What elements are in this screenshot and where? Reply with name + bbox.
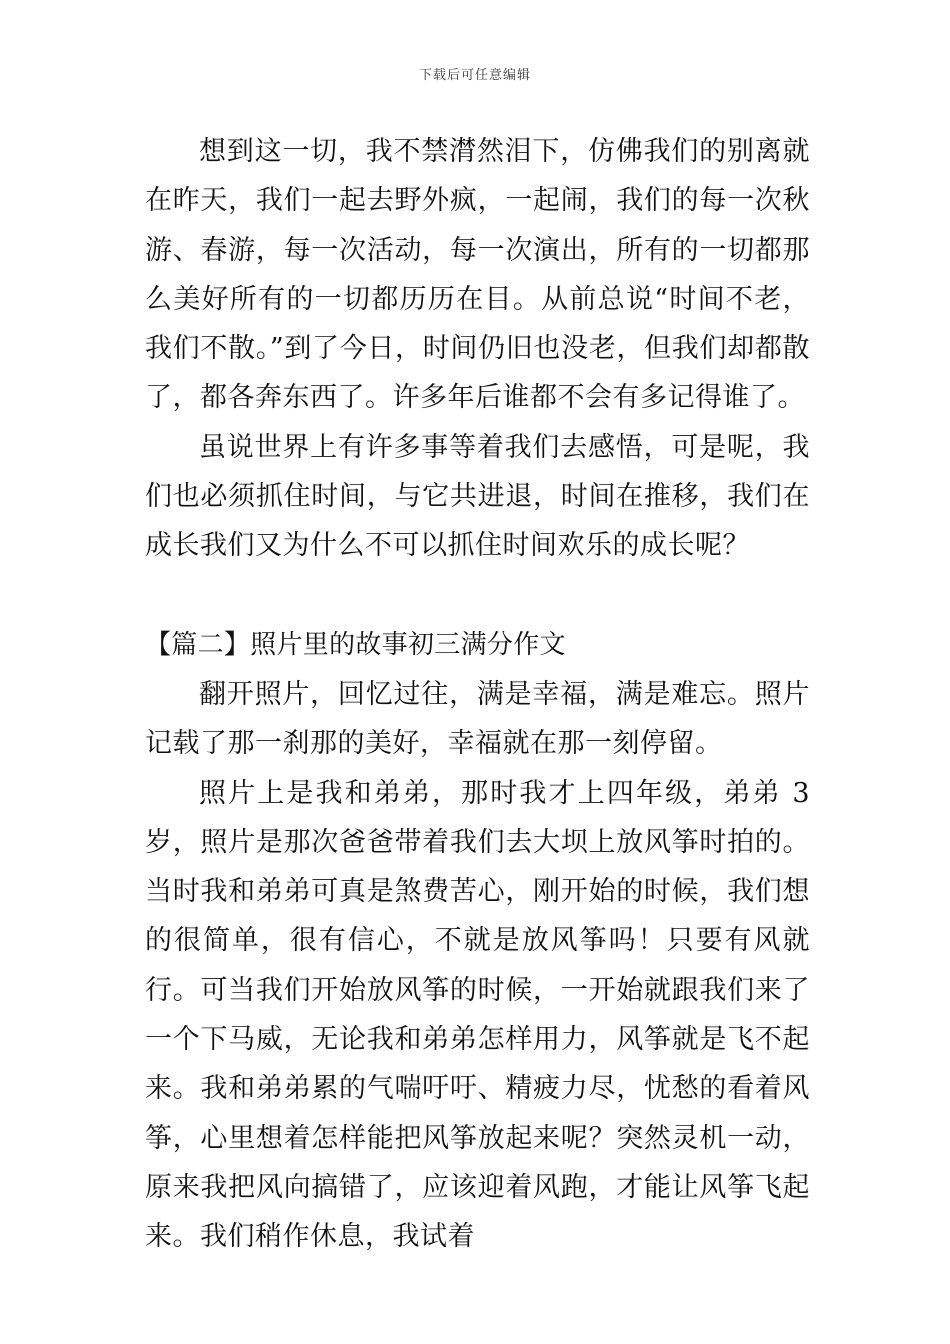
- paragraph-open-photo: 翻开照片，回忆过往，满是幸福，满是难忘。照片记载了那一刹那的美好，幸福就在那一刻停留。: [145, 678, 810, 760]
- paragraph-farewell-memories: 想到这一切，我不禁潸然泪下，仿佛我们的别离就在昨天，我们一起去野外疯，一起闹，我们的每一次秋游、春游，每一次活动，每一次演出，所有的一切都那么美好所有的一切都历历在目。从前总说“时间不老，我们不散。”到了今日，时间仍旧也没老，但我们却都散了，都各奔东西了。许多年后谁都不会有多记得谁了。: [145, 136, 810, 414]
- document-body: [145, 127, 810, 1262]
- section-gap: [145, 571, 810, 621]
- paragraph-seize-time: 虽说世界上有许多事等着我们去感悟，可是呢，我们也必须抓住时间，与它共进退，时间在推移，我们在成长我们又为什么不可以抓住时间欢乐的成长呢？: [145, 431, 810, 562]
- page-header-note: 下载后可任意编辑: [418, 68, 531, 83]
- paragraph-kite-story: 照片上是我和弟弟，那时我才上四年级，弟弟 3 岁，照片是那次爸爸带着我们去大坝上放风筝时拍的。当时我和弟弟可真是煞费苦心，刚开始的时候，我们想的很简单，很有信心，不就是放风筝吗！只要有风就行。可当我们开始放风筝的时候，一开始就跟我们来了一个下马威，无论我和弟弟怎样用力，风筝就是飞不起来。我和弟弟累的气喘吁吁、精疲力尽，忧愁的看着风筝，心里想着怎样能把风筝放起来呢？突然灵机一动，原来我把风向搞错了，应该迎着风跑，才能让风筝飞起来。我们稍作休息，我试着: [145, 777, 810, 1253]
- section-title-essay-two: 【篇二】照片里的故事初三满分作文: [145, 629, 566, 660]
